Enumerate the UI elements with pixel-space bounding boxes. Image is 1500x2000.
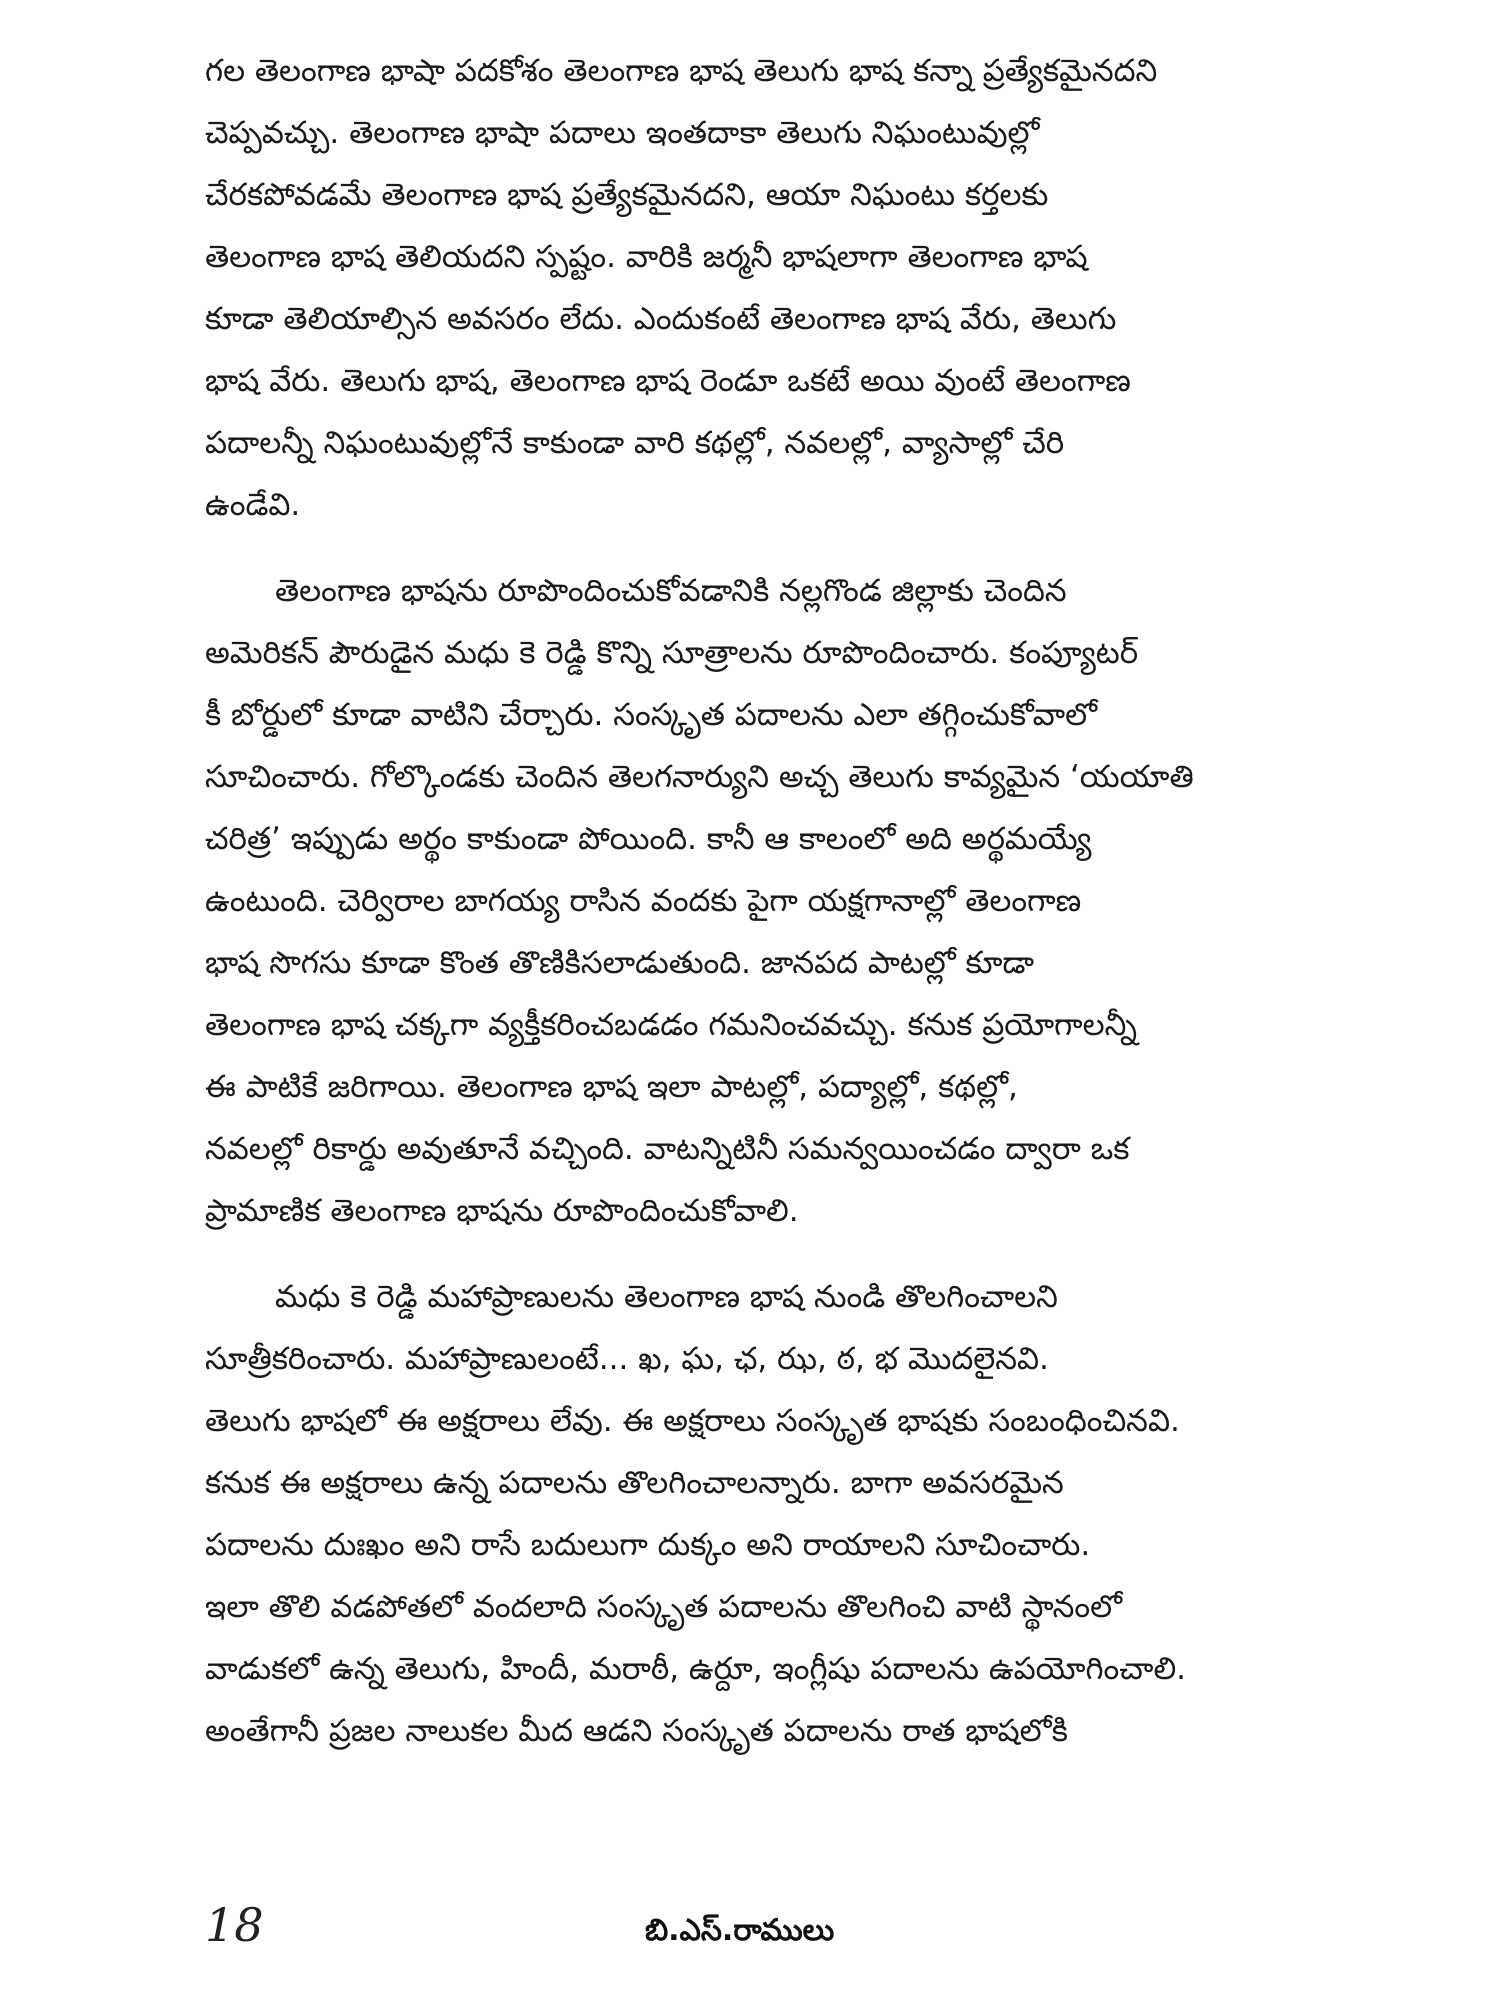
text-line: తెలుగు భాషలో ఈ అక్షరాలు లేవు. ఈ అక్షరాలు సంస్కృత భాషకు సంబంధించినవి. xyxy=(205,1403,1180,1439)
text-line: వాడుకలో ఉన్న తెలుగు, హిందీ, మరాఠీ, ఉర్దూ, ఇంగ్లీషు పదాలను ఉపయోగించాలి. xyxy=(205,1651,1187,1687)
paragraph-3 xyxy=(205,1266,1315,1762)
page-body xyxy=(205,40,1315,1762)
text-line: కూడా తెలియాల్సిన అవసరం లేదు. ఎందుకంటే తెలంగాణ భాష వేరు, తెలుగు xyxy=(205,301,1117,337)
text-line: సూచించారు. గోల్కొండకు చెందిన తెలగనార్యుని అచ్చ తెలుగు కావ్యమైన ‘యయాతి xyxy=(205,759,1194,795)
paragraph-1 xyxy=(205,40,1315,536)
text-line: నవలల్లో రికార్డు అవుతూనే వచ్చింది. వాటన్నిటినీ సమన్వయించడం ద్వారా ఒక xyxy=(205,1131,1130,1167)
text-line: గల తెలంగాణ భాషా పదకోశం తెలంగాణ భాష తెలుగు భాష కన్నా ప్రత్యేకమైనదని xyxy=(205,53,1158,89)
text-line: చేరకపోవడమే తెలంగాణ భాష ప్రత్యేకమైనదని, ఆయా నిఘంటు కర్తలకు xyxy=(205,177,1049,213)
text-line: పదాలను దుఃఖం అని రాసే బదులుగా దుక్కం అని రాయాలని సూచించారు. xyxy=(205,1527,1091,1563)
paragraph-2 xyxy=(205,560,1315,1242)
text-line: ఉండేవి. xyxy=(205,487,301,523)
text-line: అంతేగానీ ప్రజల నాలుకల మీద ఆడని సంస్కృత పదాలను రాత భాషలోకి xyxy=(205,1713,1068,1749)
text-line: కనుక ఈ అక్షరాలు ఉన్న పదాలను తొలగించాలన్నారు. బాగా అవసరమైన xyxy=(205,1465,1064,1501)
text-line: పదాలన్నీ నిఘంటువుల్లోనే కాకుండా వారి కథల్లో, నవలల్లో, వ్యాసాల్లో చేరి xyxy=(205,425,1065,461)
text-line: కీ బోర్డులో కూడా వాటిని చేర్చారు. సంస్కృత పదాలను ఎలా తగ్గించుకోవాలో xyxy=(205,697,1097,733)
text-line: ఉంటుంది. చెర్విరాల బాగయ్య రాసిన వందకు పైగా యక్షగానాల్లో తెలంగాణ xyxy=(205,883,1082,919)
text-line: ఈ పాటికే జరిగాయి. తెలంగాణ భాష ఇలా పాటల్లో, పద్యాల్లో, కథల్లో, xyxy=(205,1069,1018,1105)
text-line: తెలంగాణ భాష చక్కగా వ్యక్తీకరించబడడం గమనించవచ్చు. కనుక ప్రయోగాలన్నీ xyxy=(205,1007,1137,1043)
text-line: మధు కె రెడ్డి మహాప్రాణులను తెలంగాణ భాష నుండి తొలగించాలని xyxy=(275,1279,1058,1315)
text-line: భాష సొగసు కూడా కొంత తొణికిసలాడుతుంది. జానపద పాటల్లో కూడా xyxy=(205,945,1035,981)
text-line: భాష వేరు. తెలుగు భాష, తెలంగాణ భాష రెండూ ఒకటే అయి వుంటే తెలంగాణ xyxy=(205,363,1131,399)
text-line: ప్రామాణిక తెలంగాణ భాషను రూపొందించుకోవాలి. xyxy=(205,1193,799,1229)
text-line: ఇలా తొలి వడపోతలో వందలాది సంస్కృత పదాలను తొలగించి వాటి స్థానంలో xyxy=(205,1589,1122,1625)
text-line: చెప్పవచ్చు. తెలంగాణ భాషా పదాలు ఇంతదాకా తెలుగు నిఘంటువుల్లో xyxy=(205,115,1040,151)
text-line: సూత్రీకరించారు. మహాప్రాణులంటే... ఖ, ఘ, ఛ, ఝ, ఠ, భ మొదలైనవి. xyxy=(205,1341,1049,1377)
text-line: తెలంగాణ భాషను రూపొందించుకోవడానికి నల్లగొండ జిల్లాకు చెందిన xyxy=(275,573,1067,609)
text-line: చరిత్ర’ ఇప్పుడు అర్థం కాకుండా పోయింది. కానీ ఆ కాలంలో అది అర్థమయ్యే xyxy=(205,821,1092,857)
text-line: అమెరికన్ పౌరుడైన మధు కె రెడ్డి కొన్ని సూత్రాలను రూపొందించారు. కంప్యూటర్ xyxy=(205,635,1139,671)
page-number: 18 xyxy=(205,1898,264,1952)
text-line: తెలంగాణ భాష తెలియదని స్పష్టం. వారికి జర్మనీ భాషలాగా తెలంగాణ భాష xyxy=(205,239,1088,275)
page-footer xyxy=(205,1895,1315,1965)
author-name: బి.ఎస్.రాములు xyxy=(645,1913,835,1948)
